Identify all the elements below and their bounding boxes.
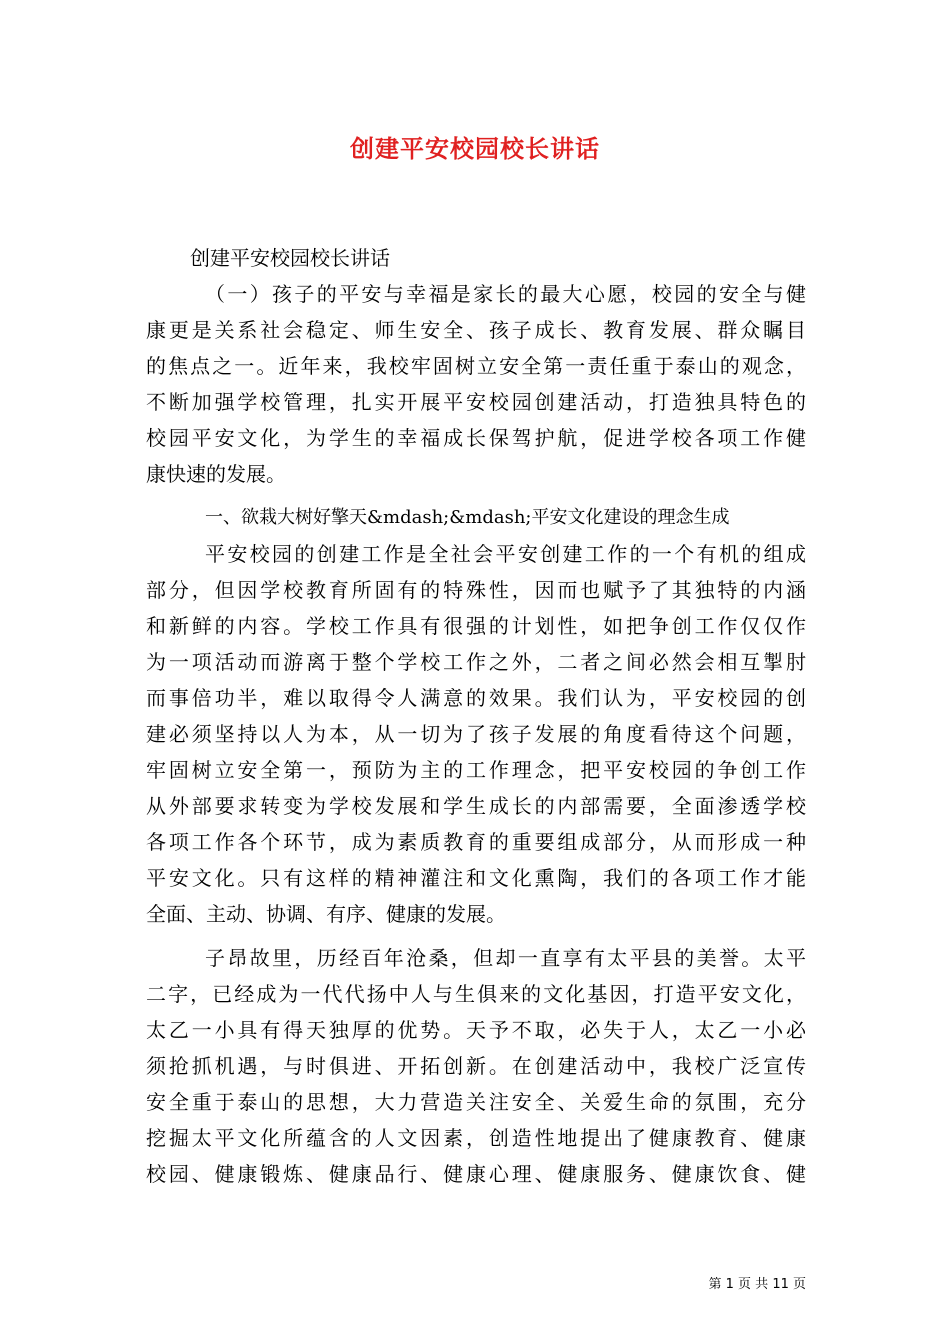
body-line: 校园平安文化，为学生的幸福成长保驾护航，促进学校各项工作健 — [146, 426, 806, 450]
page-number: 第 1 页 共 11 页 — [708, 1277, 806, 1292]
body-line: 平安文化。只有这样的精神灌注和文化熏陶，我们的各项工作才能 — [146, 866, 806, 890]
body-line: 康更是关系社会稳定、师生安全、孩子成长、教育发展、群众瞩目 — [146, 318, 806, 342]
body-line: 建必须坚持以人为本，从一切为了孩子发展的角度看待这个问题， — [146, 722, 806, 746]
body-line: 太乙一小具有得天独厚的优势。天予不取，必失于人，太乙一小必 — [146, 1018, 806, 1042]
body-line: 为一项活动而游离于整个学校工作之外，二者之间必然会相互掣肘 — [146, 650, 806, 674]
body-line: 部分，但因学校教育所固有的特殊性，因而也赋予了其独特的内涵 — [146, 578, 806, 602]
body-line: 牢固树立安全第一，预防为主的工作理念，把平安校园的争创工作 — [146, 758, 806, 782]
body-line: 各项工作各个环节，成为素质教育的重要组成部分，从而形成一种 — [146, 830, 806, 854]
body-line: 全面、主动、协调、有序、健康的发展。 — [146, 902, 506, 926]
body-line: 须抢抓机遇，与时俱进、开拓创新。在创建活动中，我校广泛宣传 — [146, 1054, 806, 1078]
body-line: 从外部要求转变为学校发展和学生成长的内部需要，全面渗透学校 — [146, 794, 806, 818]
body-line-subtitle: 创建平安校园校长讲话 — [190, 246, 390, 270]
body-line: 而事倍功半，难以取得令人满意的效果。我们认为，平安校园的创 — [146, 686, 806, 710]
body-line: 平安校园的创建工作是全社会平安创建工作的一个有机的组成 — [205, 542, 806, 566]
body-line: （一）孩子的平安与幸福是家长的最大心愿，校园的安全与健 — [205, 282, 806, 306]
document-title: 创建平安校园校长讲话 — [350, 134, 600, 163]
body-line: 校园、健康锻炼、健康品行、健康心理、健康服务、健康饮食、健 — [146, 1162, 806, 1186]
body-line: 安全重于泰山的思想，大力营造关注安全、关爱生命的氛围，充分 — [146, 1090, 806, 1114]
body-line: 子昂故里，历经百年沧桑，但却一直享有太平县的美誉。太平 — [205, 946, 806, 970]
body-line: 不断加强学校管理，扎实开展平安校园创建活动，打造独具特色的 — [146, 390, 806, 414]
body-line: 的焦点之一。近年来，我校牢固树立安全第一责任重于泰山的观念， — [146, 354, 806, 378]
body-line: 二字，已经成为一代代扬中人与生俱来的文化基因，打造平安文化， — [146, 982, 806, 1006]
body-line: 康快速的发展。 — [146, 462, 286, 486]
section-heading: 一、欲栽大树好擎天&mdash;&mdash;平安文化建设的理念生成 — [205, 507, 730, 528]
body-line: 和新鲜的内容。学校工作具有很强的计划性，如把争创工作仅仅作 — [146, 614, 806, 638]
body-line: 挖掘太平文化所蕴含的人文因素，创造性地提出了健康教育、健康 — [146, 1126, 806, 1150]
